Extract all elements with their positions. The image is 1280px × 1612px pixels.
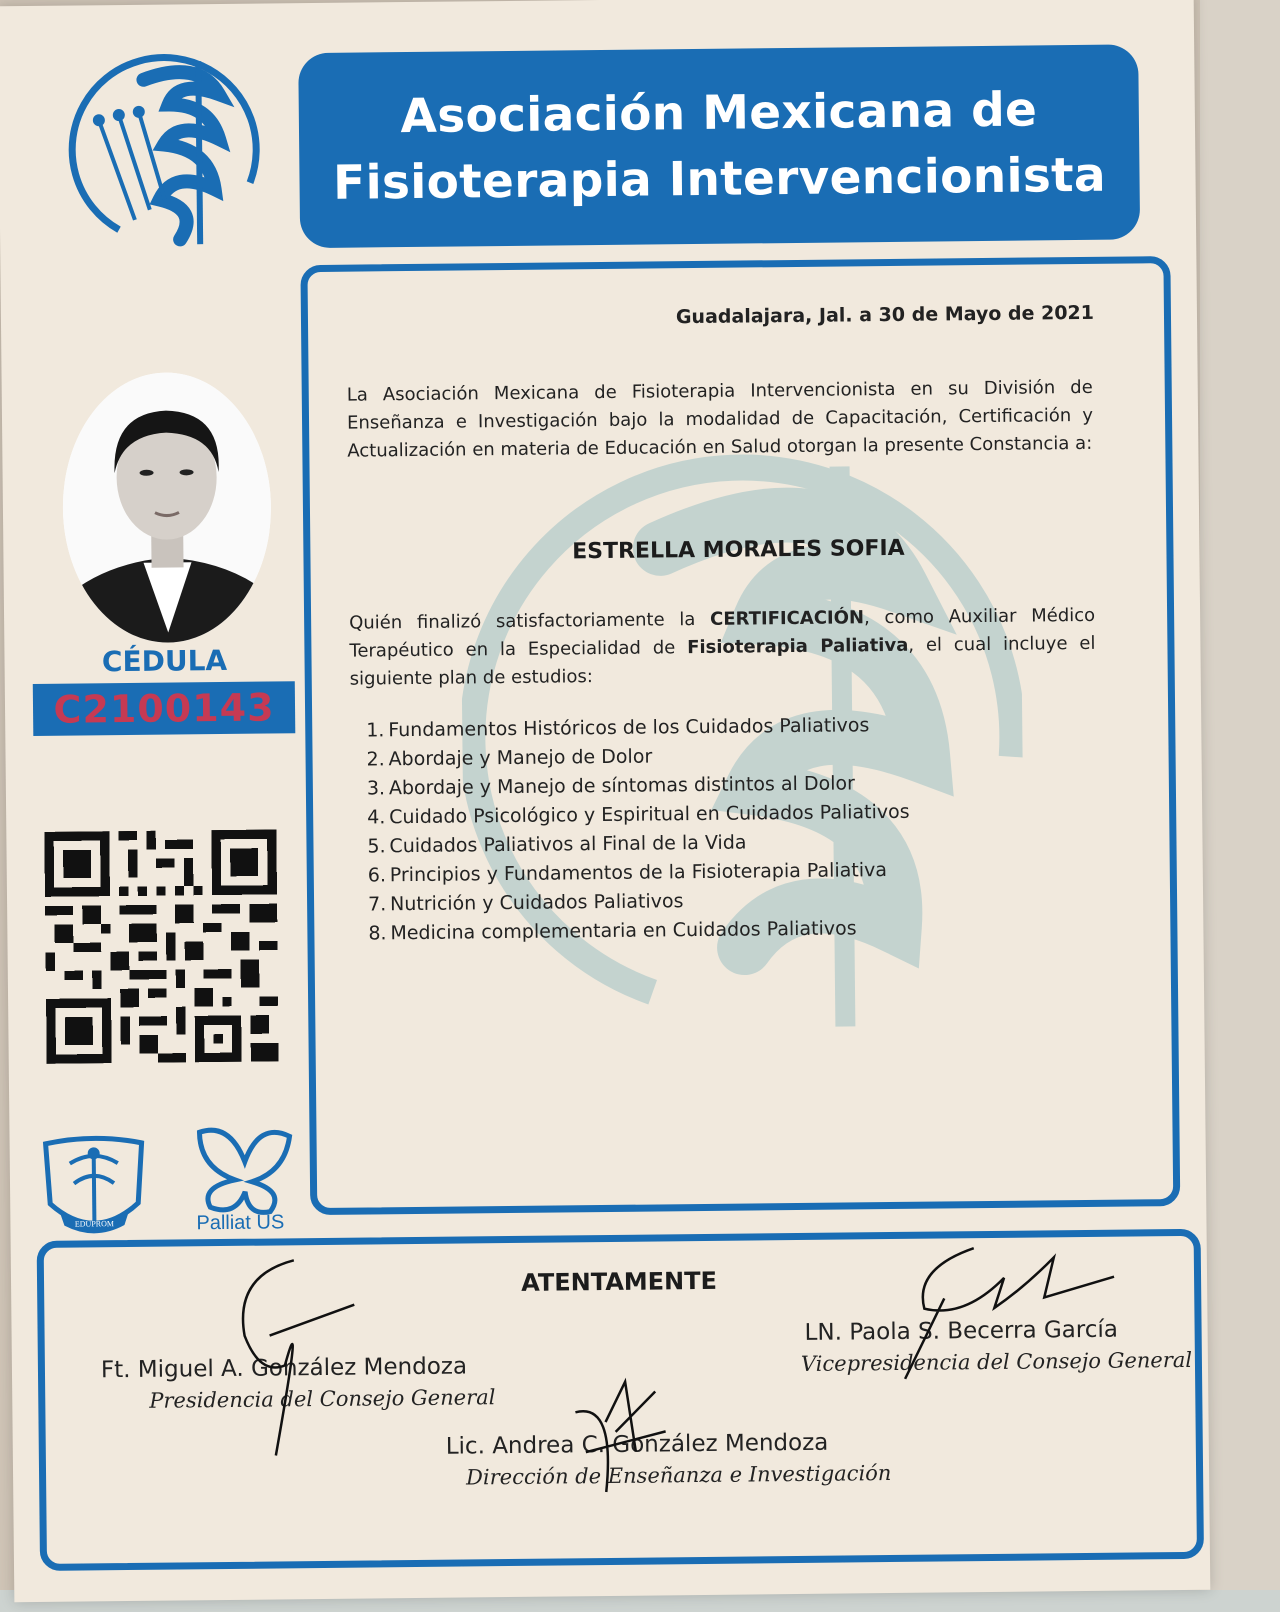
description-part-2: , como Auxiliar Médico Terapéutico en la Especialidad de (349, 604, 1096, 662)
list-item-text: Nutrición y Cuidados Paliativos (389, 890, 684, 916)
list-item-text: Cuidado Psicológico y Espiritual en Cuidados Paliativos (389, 800, 910, 829)
list-item (368, 856, 911, 891)
list-item-text: Fundamentos Históricos de los Cuidados Paliativos (388, 714, 870, 742)
signatory-3-role: Dirección de Enseñanza e Investigación (465, 1461, 892, 1490)
association-title-banner (298, 44, 1140, 248)
signature-3-icon (555, 1361, 677, 1512)
list-item (368, 914, 911, 949)
certificate-body-box (300, 256, 1180, 1215)
qr-code-icon (42, 829, 280, 1063)
recipient-photo (62, 371, 273, 643)
list-item-number: 3. (366, 777, 386, 800)
list-item-text: Principios y Fundamentos de la Fisioterapia Paliativa (389, 859, 888, 887)
signature-2-icon (884, 1237, 1126, 1390)
certificate-description (349, 602, 1096, 694)
list-item-number: 2. (366, 748, 385, 771)
title-line-2: Fisioterapia Intervencionista (332, 147, 1107, 211)
title-line-1: Asociación Mexicana de (400, 81, 1038, 144)
certificate-intro: La Asociación Mexicana de Fisioterapia Intervencionista en su División de Enseñanza e Investigación bajo la modalidad de Capacitación, Certificación y Actualización en materia de Educación en Salud otorgan la presente Constancia a: (346, 376, 1094, 462)
cedula-label: CÉDULA (101, 643, 228, 679)
signatory-2-name: LN. Paola S. Becerra García (804, 1316, 1119, 1346)
eduprom-logo-text: EDUPROM (74, 1219, 115, 1229)
specialty-label: Fisioterapia Paliativa (687, 634, 909, 659)
list-item-number: 7. (367, 893, 387, 916)
list-item-number: 6. (367, 864, 387, 887)
list-item (366, 711, 909, 746)
cedula-number: C2100143 (33, 681, 296, 736)
description-part-3: , el cual incluye el siguiente plan de estudios: (349, 632, 1096, 690)
recipient-name: ESTRELLA MORALES SOFIA (572, 535, 905, 565)
list-item-text: Cuidados Paliativos al Final de la Vida (389, 831, 747, 858)
list-item-text: Abordaje y Manejo de síntomas distintos al Dolor (388, 772, 855, 800)
signatory-2-role: Vicepresidencia del Consejo General (800, 1347, 1193, 1376)
list-item-number: 4. (367, 806, 386, 829)
certification-label: CERTIFICACIÓN (709, 607, 865, 630)
description-part-1: Quién finalizó satisfactoriamente la (349, 608, 711, 634)
signatory-1-role: Presidencia del Consejo General (149, 1385, 496, 1413)
list-item-text: Abordaje y Manejo de Dolor (388, 745, 653, 771)
closing-label: ATENTAMENTE (521, 1266, 718, 1297)
signatures-box (37, 1229, 1204, 1571)
association-logo-icon (58, 48, 270, 250)
list-item (367, 798, 910, 833)
list-item-text: Medicina complementaria en Cuidados Paliativos (390, 917, 857, 945)
signature-1-icon (214, 1255, 366, 1477)
certificate-date: Guadalajara, Jal. a 30 de Mayo de 2021 (675, 301, 1095, 329)
study-plan-list (366, 711, 911, 949)
person-portrait-icon (62, 371, 273, 643)
signatory-1-name: Ft. Miguel A. González Mendoza (100, 1353, 468, 1384)
palliat-us-logo-text: Palliat US (196, 1211, 285, 1235)
signatory-3-name: Lic. Andrea C. González Mendoza (445, 1429, 829, 1460)
list-item-number: 5. (367, 835, 386, 858)
eduprom-shield-icon (39, 1133, 148, 1246)
background-fabric (1200, 0, 1280, 1612)
list-item-number: 1. (366, 719, 385, 742)
list-item-number: 8. (368, 922, 387, 945)
